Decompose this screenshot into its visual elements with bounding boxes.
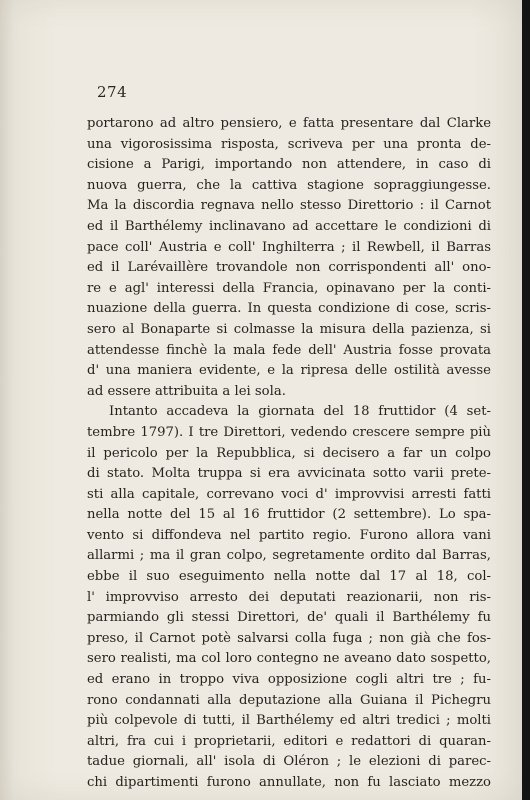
text-line: attendesse finchè la mala fede dell' Austria fosse provata xyxy=(87,342,491,358)
text-line: preso, il Carnot potè salvarsi colla fuga ; non già che fos- xyxy=(87,630,491,646)
page-number: 274 xyxy=(97,83,128,101)
text-line: tembre 1797). I tre Direttori, vedendo crescere sempre più xyxy=(87,424,491,440)
text-line: cisione a Parigi, importando non attendere, in caso di xyxy=(87,157,491,173)
text-line: ed erano in troppo viva opposizione cogli altri tre ; fu- xyxy=(87,672,491,688)
text-line: più colpevole di tutti, il Barthélemy ed altri tredici ; molti xyxy=(87,713,491,729)
text-line: nella notte del 15 al 16 fruttidor (2 settembre). Lo spa- xyxy=(87,507,491,523)
text-line: d' una maniera evidente, e la ripresa delle ostilità avesse xyxy=(87,363,491,379)
text-line: nuova guerra, che la cattiva stagione sopraggiungesse. xyxy=(87,177,491,193)
body-text xyxy=(87,114,491,794)
text-line: nuazione della guerra. In questa condizione di cose, scris- xyxy=(87,301,491,317)
text-line: pace coll' Austria e coll' Inghilterra ; il Rewbell, il Barras xyxy=(87,239,491,255)
text-line: di stato. Molta truppa si era avvicinata sotto varii prete- xyxy=(87,466,491,482)
scan-border xyxy=(522,0,530,800)
text-line: rono condannati alla deputazione alla Guiana il Pichegru xyxy=(87,692,491,708)
text-line: l' improvviso arresto dei deputati reazionarii, non ris- xyxy=(87,589,491,605)
text-line: chi dipartimenti furono annullate, non fu lasciato mezzo xyxy=(87,775,491,790)
text-line: Intanto accadeva la giornata del 18 fruttidor (4 set- xyxy=(109,404,491,420)
text-line: Ma la discordia regnava nello stesso Direttorio : il Carnot xyxy=(87,198,491,214)
text-line: altri, fra cui i proprietarii, editori e redattori di quaran- xyxy=(87,733,491,749)
text-line: vento si diffondeva nel partito regio. Furono allora vani xyxy=(87,527,491,543)
text-line: una vigorosissima risposta, scriveva per una pronta de- xyxy=(87,136,491,152)
text-line: re e agl' interessi della Francia, opinavano per la conti- xyxy=(87,280,491,296)
text-line: parmiando gli stessi Direttori, de' quali il Barthélemy fu xyxy=(87,610,491,626)
text-line: sero realisti, ma col loro contegno ne aveano dato sospetto, xyxy=(87,651,491,667)
text-line: ed il Larévaillère trovandole non corrispondenti all' ono- xyxy=(87,260,491,276)
text-line: portarono ad altro pensiero, e fatta presentare dal Clarke xyxy=(87,116,491,131)
text-line: ebbe il suo eseguimento nella notte dal 17 al 18, col- xyxy=(87,569,491,585)
text-line: tadue giornali, all' isola di Oléron ; le elezioni di parec- xyxy=(87,754,491,770)
text-line: sero al Bonaparte si colmasse la misura della pazienza, si xyxy=(87,321,491,337)
text-line: sti alla capitale, correvano voci d' improvvisi arresti fatti xyxy=(87,486,491,502)
text-line: ad essere attribuita a lei sola. xyxy=(87,383,286,399)
text-line: il pericolo per la Repubblica, si decisero a far un colpo xyxy=(87,445,491,461)
text-line: allarmi ; ma il gran colpo, segretamente ordito dal Barras, xyxy=(87,548,491,564)
text-line: ed il Barthélemy inclinavano ad accettare le condizioni di xyxy=(87,218,491,234)
